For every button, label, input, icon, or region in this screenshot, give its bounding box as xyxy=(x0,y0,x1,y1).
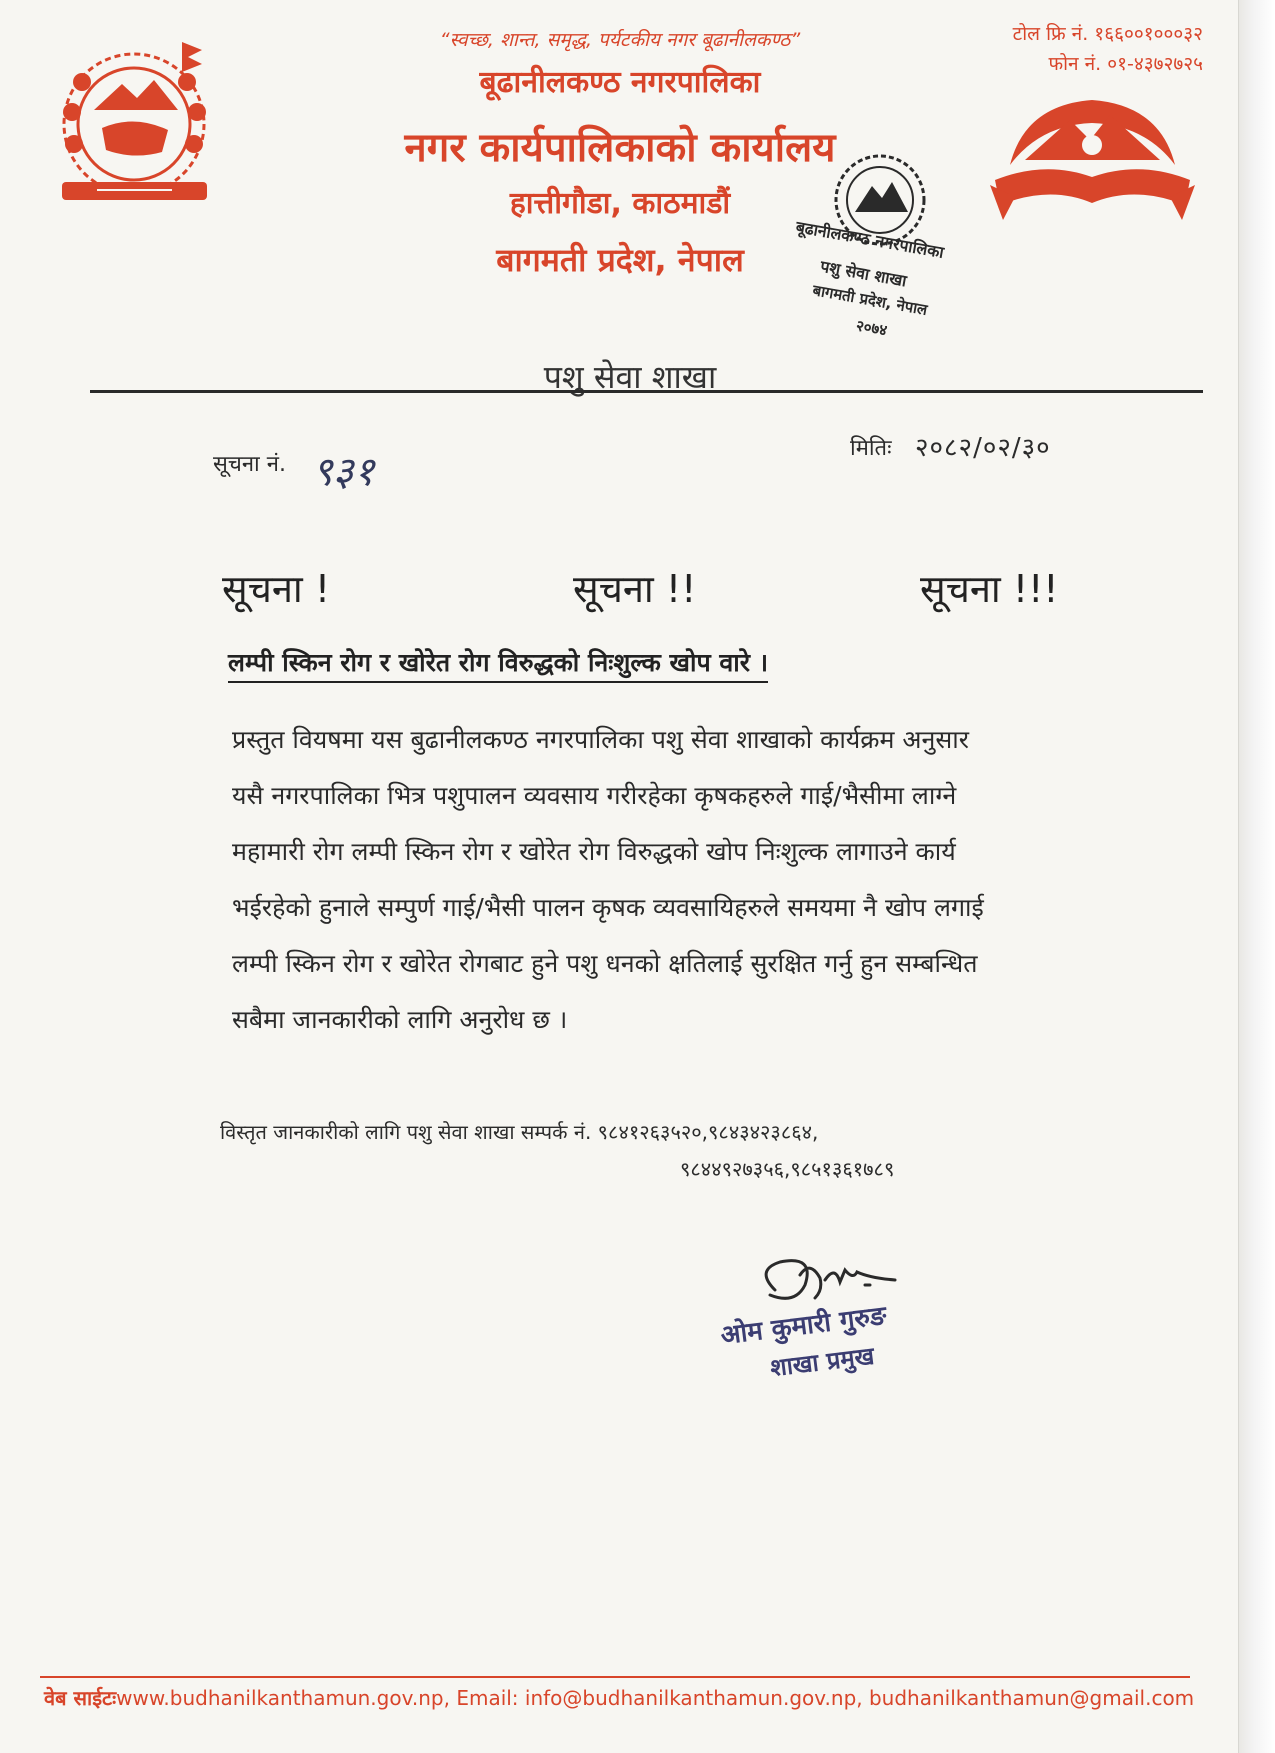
date-label: मितिः xyxy=(850,436,892,461)
body-line: यसै नगरपालिका भित्र पशुपालन व्यवसाय गरीरहेका कृषकहरुले गाई/भैसीमा लाग्ने xyxy=(232,781,957,810)
stamp-line-1: बूढानीलकण्ठ नगरपालिका xyxy=(794,217,946,262)
signer-name: ओम कुमारी गुरुङ xyxy=(719,1300,889,1352)
section-title: पशु सेवा शाखा xyxy=(543,358,717,396)
notice-heading-1: सूचना ! xyxy=(222,567,331,611)
body-line: सबैमा जानकारीको लागि अनुरोध छ । xyxy=(232,1005,568,1034)
nepal-emblem-icon xyxy=(42,32,227,212)
stamp-line-4: २०७४ xyxy=(854,316,889,340)
municipality-logo-icon xyxy=(985,85,1200,225)
office-province: बागमती प्रदेश, नेपाल xyxy=(496,241,744,279)
stamp-line-3: बागमती प्रदेश, नेपाल xyxy=(811,281,929,319)
footer xyxy=(44,1684,1194,1711)
office-address: हात्तीगौडा, काठमाडौं xyxy=(509,186,731,221)
notice-number: ९३१ xyxy=(312,449,375,495)
signer-title: शाखा प्रमुख xyxy=(768,1341,876,1383)
office-name: नगर कार्यपालिकाको कार्यालय xyxy=(404,125,836,171)
contact-line-1: विस्तृत जानकारीको लागि पशु सेवा शाखा सम्पर्क नं. ९८४१२६३५२०,९८४३४२३८६४, xyxy=(220,1120,819,1144)
notice-heading-2: सूचना !! xyxy=(573,567,697,611)
notice-number-label: सूचना नं. xyxy=(213,452,286,477)
page-edge xyxy=(1238,0,1275,1753)
notice-body xyxy=(232,712,1112,1048)
toll-free-number: टोल फ्रि नं. १६६००१०००३२ xyxy=(1012,23,1203,45)
header-divider xyxy=(90,390,1203,393)
footer-label: वेब साईटः xyxy=(44,1686,117,1710)
slogan: “स्वच्छ, शान्त, समृद्ध, पर्यटकीय नगर बूढानीलकण्ठ” xyxy=(439,29,801,51)
notice-subject: लम्पी स्किन रोग र खोरेत रोग विरुद्धको निःशुल्क खोप वारे । xyxy=(228,645,768,683)
phone-number: फोन नं. ०१-४३७२७२५ xyxy=(1048,53,1203,75)
body-line: भईरहेको हुनाले सम्पुर्ण गाई/भैसी पालन कृषक व्यवसायिहरुले समयमा नै खोप लगाई xyxy=(232,893,984,922)
footer-divider xyxy=(40,1676,1190,1678)
municipality-name: बूढानीलकण्ठ नगरपालिका xyxy=(479,65,761,100)
stamp-line-2: पशु सेवा शाखा xyxy=(818,256,909,291)
footer-contact: www.budhanilkanthamun.gov.np, Email: info@budhanilkanthamun.gov.np, budhanilkanthamun@gmail.com xyxy=(116,1686,1195,1710)
body-line: प्रस्तुत वियषमा यस बुढानीलकण्ठ नगरपालिका पशु सेवा शाखाको कार्यक्रम अनुसार xyxy=(232,725,969,754)
date-value: २०८२/०२/३० xyxy=(915,433,1051,463)
notice-heading-3: सूचना !!! xyxy=(920,567,1059,611)
section-stamp xyxy=(790,150,990,350)
body-line: महामारी रोग लम्पी स्किन रोग र खोरेत रोग विरुद्धको खोप निःशुल्क लागाउने कार्य xyxy=(232,837,956,866)
contact-line-2: ९८४४९२७३५६,९८५१३६१७८९ xyxy=(680,1157,895,1181)
body-line: लम्पी स्किन रोग र खोरेत रोगबाट हुने पशु धनको क्षतिलाई सुरक्षित गर्नु हुन सम्बन्धित xyxy=(232,949,978,978)
